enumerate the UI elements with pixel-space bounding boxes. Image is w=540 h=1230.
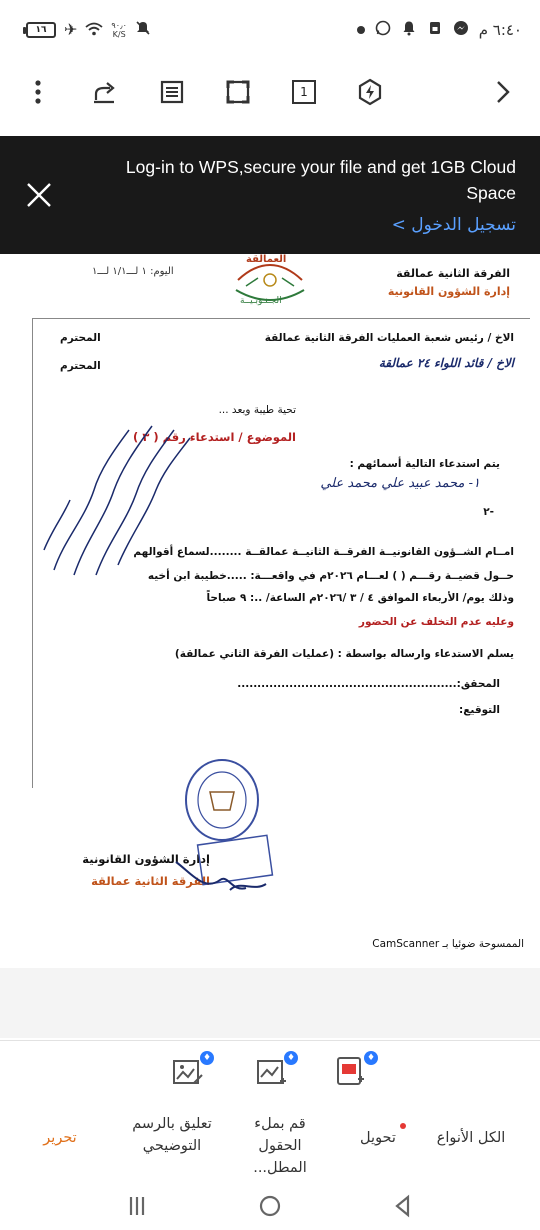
new-dot-icon	[400, 1123, 406, 1129]
convert-option[interactable]: تحويل	[360, 1130, 396, 1146]
notification-dot-icon	[357, 26, 365, 34]
page-number: 1	[292, 80, 316, 104]
body-line-2: حــول قضيــة رقـــم ( ) لعـــام ٢٠٢٦م في واقعـــة: .....خطيبة ابن أخيه	[147, 570, 514, 582]
network-speed: ٩٠٫٠ K/S	[111, 21, 127, 39]
wifi-icon	[85, 22, 103, 39]
investigator-line: المحقق:.......................................................	[237, 678, 500, 690]
airplane-icon: ✈	[64, 20, 78, 39]
subject-line: الموضوع / استدعاء رقم ( ٣ )	[133, 430, 296, 444]
triangle-back-icon	[388, 1191, 418, 1221]
fullscreen-icon	[224, 78, 252, 106]
document-lines-icon	[158, 78, 186, 106]
annotate-option[interactable]: تعليق بالرسم التوضيحي	[132, 1116, 212, 1154]
all-types-option[interactable]: الكل الأنواع	[436, 1130, 506, 1146]
share-button[interactable]	[86, 74, 122, 110]
letterhead-right: الفرقة الثانية عمالقة إدارة الشؤون القانونية	[387, 267, 510, 298]
names-intro: يتم استدعاء التالية أسمائهم :	[349, 458, 500, 470]
delivery-line: يسلم الاستدعاء وارساله بواسطة : (عمليات الفرقة الثاني عمالقة)	[174, 648, 514, 660]
reader-toolbar	[0, 66, 540, 118]
wps-tools-button[interactable]	[352, 74, 388, 110]
banner-message: Log-in to WPS,secure your file and get 1GB Cloud Space	[125, 157, 516, 203]
share-icon	[90, 78, 118, 106]
badge-icon: ♦	[200, 1051, 214, 1065]
honorific-1: المحترم	[60, 332, 101, 344]
fill-fields-icon-button[interactable]	[254, 1055, 294, 1095]
more-options-button[interactable]	[20, 74, 56, 110]
summoned-name-1: ١- محمد عبيد علي محمد علي	[320, 476, 480, 491]
whatsapp-icon	[375, 20, 391, 40]
edit-option[interactable]: تحرير	[43, 1130, 77, 1146]
close-icon	[24, 180, 54, 210]
sim-icon	[427, 20, 443, 40]
form-fill-icon	[254, 1055, 288, 1089]
close-banner-button[interactable]	[24, 180, 54, 210]
image-annotate-icon	[170, 1055, 204, 1089]
lightning-hexagon-icon	[356, 78, 384, 106]
camscanner-footer: الممسوحة ضوئيا بـ CamScanner	[372, 938, 524, 950]
system-back-button[interactable]	[388, 1191, 418, 1221]
recipient-line-2: الاخ / قائد اللواء ٢٤ عمالقة	[378, 356, 514, 370]
signature-line: التوقيع:	[459, 704, 500, 716]
clock-time: ٦:٤٠ م	[478, 21, 522, 39]
fill-fields-option[interactable]: قم بملء الحقول المطل...	[253, 1116, 307, 1176]
annotate-icon-button[interactable]	[170, 1055, 210, 1095]
page-number-button[interactable]	[286, 74, 322, 110]
file-convert-icon	[334, 1055, 368, 1089]
body-line-1: امــام الشــؤون القانونيــة الفرقــة الثانيــة عمالقــة ........لسماع أقوالهم	[133, 546, 514, 558]
read-mode-button[interactable]	[154, 74, 190, 110]
bell-icon	[401, 20, 417, 40]
bottom-tools-panel	[0, 1040, 540, 1185]
mute-icon	[135, 20, 151, 40]
home-button[interactable]	[255, 1191, 285, 1221]
recipient-line-1: الاخ / رئيس شعبة العمليات الفرقة الثانية عمالقة	[264, 332, 514, 344]
recent-apps-button[interactable]	[122, 1191, 152, 1221]
recent-apps-icon	[122, 1191, 152, 1221]
badge-icon: ♦	[364, 1051, 378, 1065]
summoned-name-2: -٢	[483, 506, 494, 518]
more-vertical-icon	[24, 78, 52, 106]
honorific-2: المحترم	[60, 360, 101, 372]
warning-line: وعليه عدم التخلف عن الحضور	[358, 616, 514, 628]
battery-icon	[26, 22, 56, 38]
handwritten-margin-note-icon	[34, 390, 194, 580]
login-link[interactable]: تسجيل الدخول >	[391, 215, 516, 235]
document-viewer[interactable]	[0, 128, 540, 1038]
document-page	[0, 128, 540, 968]
stamp-text: إدارة الشؤون القانونية الفرقة الثانية عمالقة	[82, 852, 210, 888]
system-nav-bar	[0, 1185, 540, 1230]
badge-icon: ♦	[284, 1051, 298, 1065]
convert-icon-button[interactable]	[334, 1055, 374, 1095]
home-circle-icon	[255, 1191, 285, 1221]
wps-login-banner	[0, 136, 540, 254]
messenger-icon	[453, 20, 469, 40]
back-button[interactable]	[484, 74, 520, 110]
status-bar	[0, 0, 540, 66]
fullscreen-button[interactable]	[220, 74, 256, 110]
status-right	[357, 20, 522, 40]
chevron-right-icon	[488, 78, 516, 106]
body-line-3: وذلك يوم/ الأربعاء الموافق ٤ / ٣ /٢٠٢٦م الساعة/ ..: ٩ صباحاً	[206, 592, 514, 604]
emblem-subtitle: الجـنـوبـيــة	[240, 296, 282, 306]
emblem-title: العمالقة	[246, 254, 287, 265]
official-stamp-icon	[170, 752, 280, 902]
status-left	[26, 20, 151, 40]
letter-date: اليوم: ١ لـــ١/١ لـــ١	[92, 266, 174, 277]
battery-level: ١٦	[35, 25, 47, 35]
greeting: تحية طيبة وبعد ...	[218, 404, 296, 416]
